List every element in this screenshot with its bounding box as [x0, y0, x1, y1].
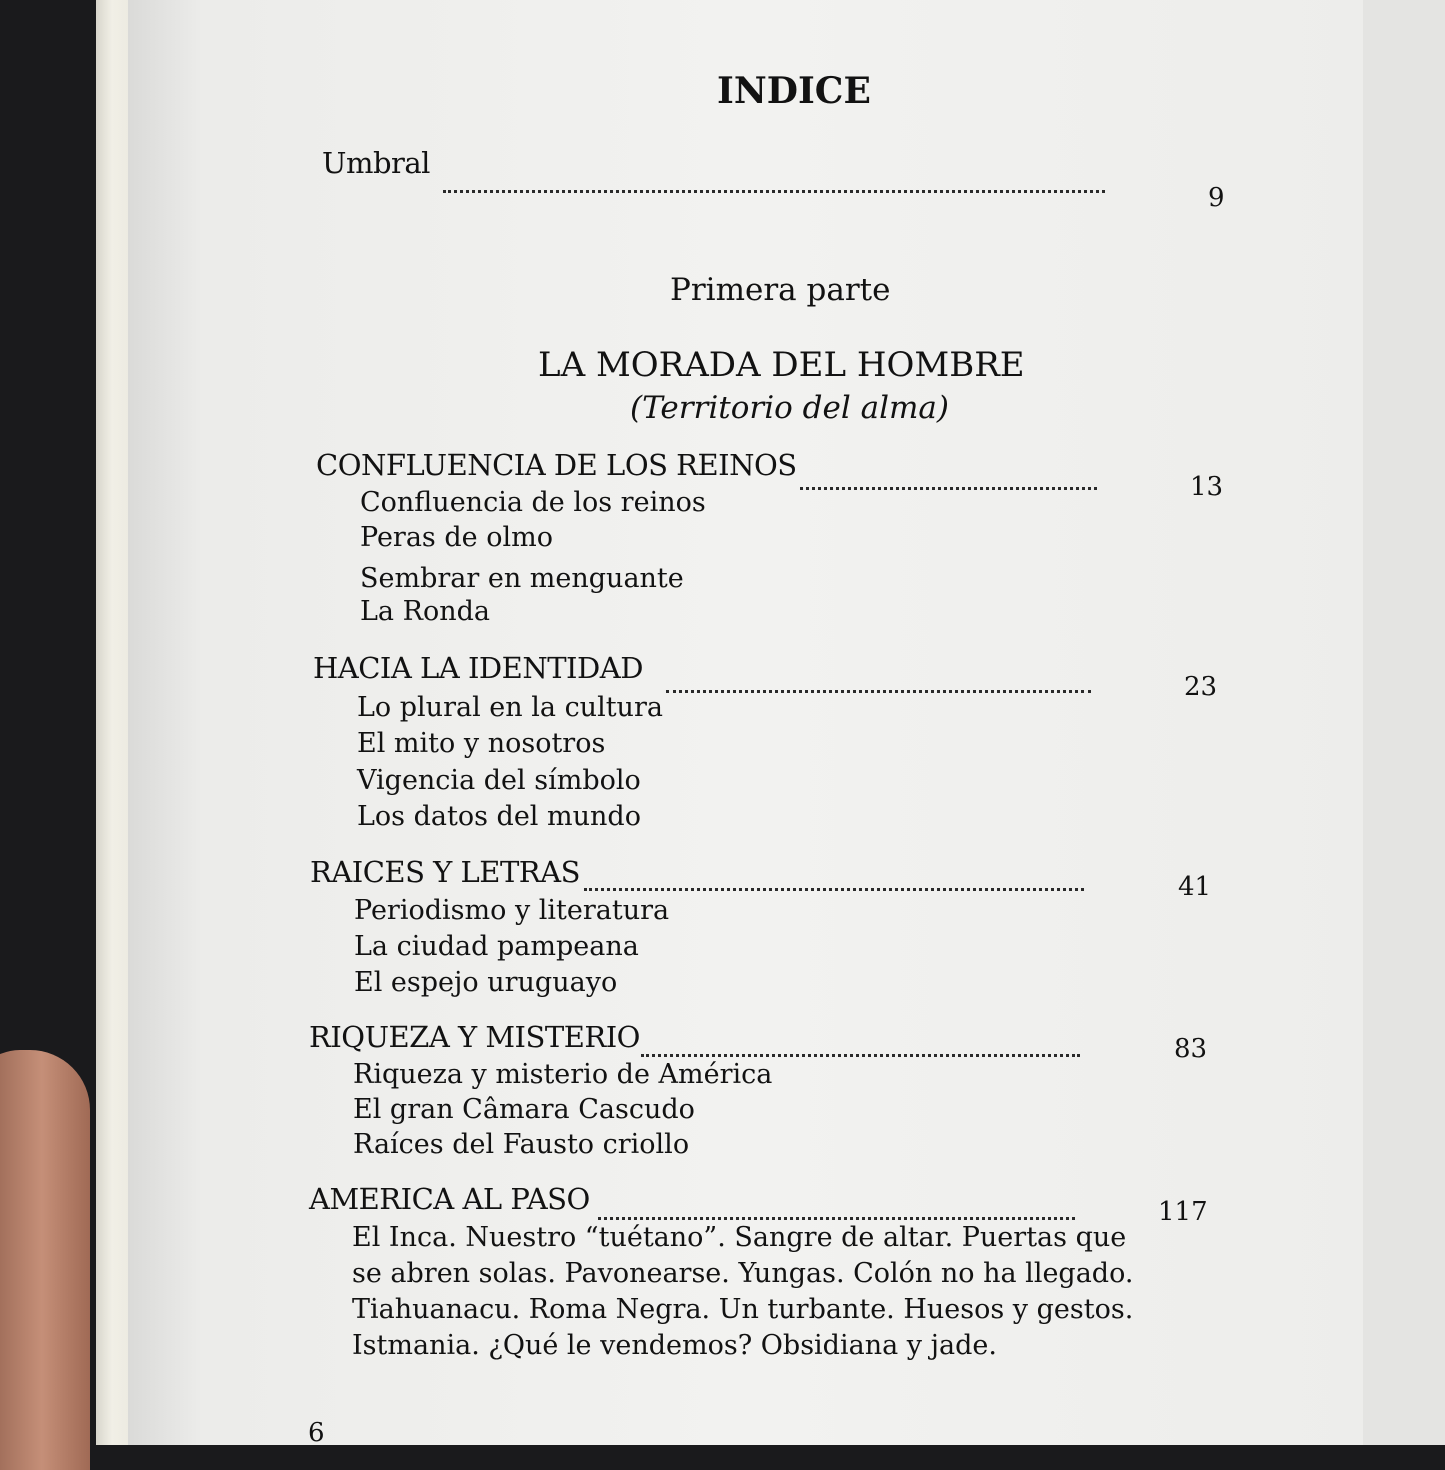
- section-title: AMERICA AL PASO: [309, 1182, 590, 1216]
- intro-entry: Umbral: [322, 146, 430, 180]
- paragraph-line: se abren solas. Pavonearse. Yungas. Colón no ha llegado.: [352, 1258, 1134, 1289]
- intro-leader: [443, 190, 1105, 193]
- section-paragraph: [352, 1220, 1134, 1364]
- section-item: Los datos del mundo: [357, 801, 641, 832]
- section-leader: [584, 888, 1084, 891]
- section-leader: [800, 487, 1097, 490]
- section-item: El mito y nosotros: [357, 728, 606, 759]
- paragraph-line: El Inca. Nuestro “tuétano”. Sangre de altar. Puertas que: [352, 1222, 1127, 1253]
- paragraph-line: Tiahuanacu. Roma Negra. Un turbante. Huesos y gestos.: [352, 1294, 1134, 1325]
- section-item: Riqueza y misterio de América: [353, 1059, 773, 1090]
- section-title: RIQUEZA Y MISTERIO: [309, 1020, 640, 1054]
- section-leader: [666, 690, 1091, 693]
- intro-page: 9: [1208, 183, 1225, 213]
- section-item: Periodismo y literatura: [354, 895, 670, 926]
- part-heading: LA MORADA DEL HOMBRE: [538, 345, 1025, 385]
- section-page: 83: [1174, 1034, 1208, 1064]
- bleed-through-text: [308, 338, 316, 366]
- section-title: HACIA LA IDENTIDAD: [313, 651, 643, 685]
- page-title: INDICE: [717, 70, 871, 112]
- section-item: Vigencia del símbolo: [357, 765, 641, 796]
- part-label: Primera parte: [670, 272, 891, 308]
- section-page: 117: [1158, 1197, 1208, 1227]
- section-item: Raíces del Fausto criollo: [353, 1129, 690, 1160]
- page-number: 6: [308, 1418, 325, 1448]
- section-title: CONFLUENCIA DE LOS REINOS: [316, 448, 797, 482]
- part-subheading: (Territorio del alma): [630, 390, 949, 426]
- section-title: RAICES Y LETRAS: [310, 855, 580, 889]
- section-page: 13: [1190, 472, 1224, 502]
- section-item: La ciudad pampeana: [354, 931, 639, 962]
- section-item: La Ronda: [360, 596, 490, 627]
- section-item: Sembrar en menguante: [360, 563, 684, 594]
- section-item: Confluencia de los reinos: [360, 487, 706, 518]
- section-item: Peras de olmo: [360, 522, 553, 553]
- section-item: El gran Câmara Cascudo: [353, 1094, 695, 1125]
- section-item: El espejo uruguayo: [354, 967, 618, 998]
- section-item: Lo plural en la cultura: [357, 692, 663, 723]
- section-leader: [641, 1054, 1080, 1057]
- paragraph-line: Istmania. ¿Qué le vendemos? Obsidiana y jade.: [352, 1330, 997, 1361]
- thumb: [0, 1050, 90, 1470]
- section-page: 41: [1178, 872, 1212, 902]
- section-page: 23: [1184, 672, 1218, 702]
